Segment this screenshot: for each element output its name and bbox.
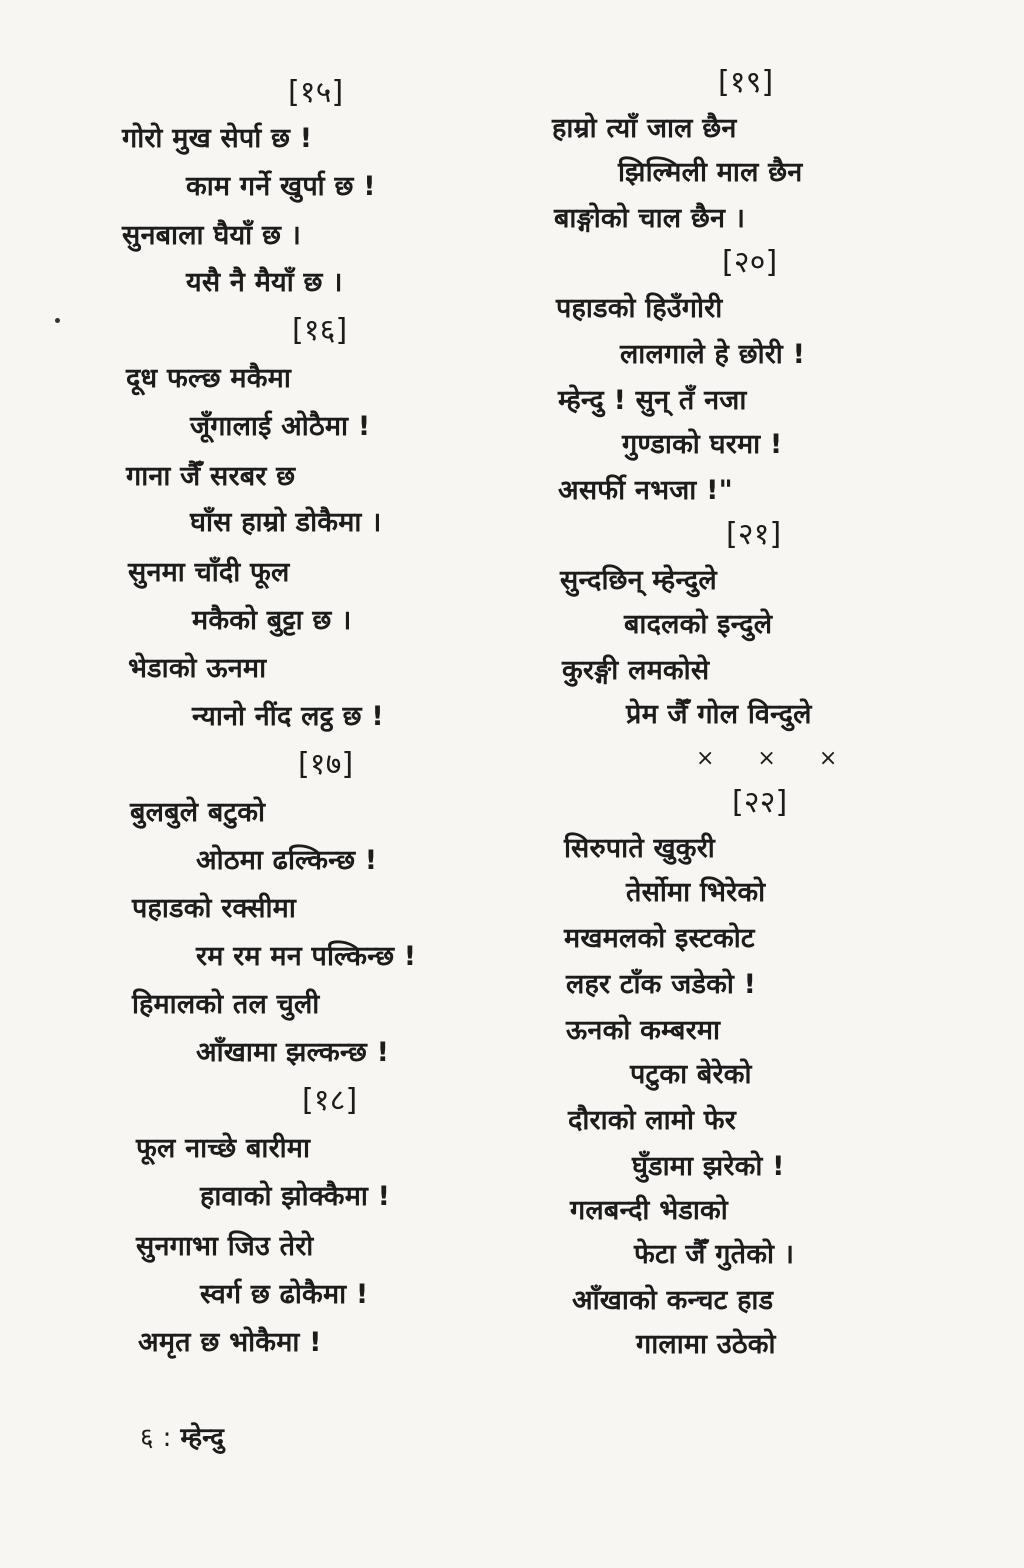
- verse-line: गालामा उठेको: [636, 1329, 776, 1360]
- verse-line: फेटा जैँ गुतेको ।: [634, 1239, 795, 1270]
- verse-line: हिमालको तल चुली: [132, 989, 320, 1020]
- verse-line: यसै नै मैयाँ छ ।: [186, 267, 343, 298]
- stanza-number-17: [१७]: [298, 747, 354, 782]
- verse-line: सुनगाभा जिउ तेरो: [136, 1231, 314, 1262]
- verse-line: हाम्रो त्याँ जाल छैन: [552, 113, 737, 144]
- verse-line: बाङ्गोको चाल छैन ।: [554, 203, 746, 234]
- stanza-number-22: [२२]: [732, 785, 788, 820]
- verse-line: गुण्डाको घरमा !: [622, 429, 783, 460]
- verse-line: स्वर्ग छ ढोकैमा !: [200, 1279, 369, 1310]
- section-break-marks: × × ×: [696, 746, 856, 771]
- verse-line: घाँस हाम्रो डोकैमा ।: [190, 507, 382, 538]
- verse-line: दूध फल्छ मकैमा: [126, 363, 292, 394]
- verse-line: हावाको झोक्कैमा !: [200, 1181, 391, 1212]
- verse-line: मखमलको इस्टकोट: [564, 923, 755, 954]
- stanza-number-21: [२१]: [726, 517, 782, 552]
- verse-line: फूल नाच्छे बारीमा: [136, 1133, 311, 1164]
- verse-line: लालगाले हे छोरी !: [620, 339, 806, 370]
- verse-line: सिरुपाते खुकुरी: [564, 833, 715, 864]
- verse-line: आँखाको कन्चट हाड: [572, 1285, 774, 1316]
- verse-line: बुलबुले बटुको: [130, 797, 266, 828]
- verse-line: पहाडको हिउँगोरी: [556, 293, 723, 324]
- verse-line: रम रम मन पल्किन्छ !: [196, 941, 417, 972]
- verse-line: अमृत छ भोकैमा !: [138, 1327, 322, 1358]
- verse-line: असर्फी नभजा !": [558, 475, 733, 506]
- stanza-number-19: [१९]: [718, 65, 774, 100]
- verse-line: बादलको इन्दुले: [624, 609, 773, 640]
- verse-line: सुनमा चाँदी फूल: [128, 557, 290, 588]
- stanza-number-18: [१८]: [302, 1083, 358, 1118]
- verse-line: पहाडको रक्सीमा: [132, 893, 297, 924]
- right-column: [510, 0, 950, 1440]
- verse-line: म्हेन्दु ! सुन् तँ नजा: [558, 385, 747, 416]
- page-number: ६: [140, 1423, 154, 1453]
- verse-line: काम गर्ने खुर्पा छ !: [186, 171, 376, 202]
- stanza-number-16: [१६]: [292, 313, 348, 348]
- verse-line: गलबन्दी भेडाको: [570, 1195, 728, 1226]
- verse-line: ऊनको कम्बरमा: [566, 1015, 721, 1046]
- verse-line: सुन्दछिन् म्हेन्दुले: [560, 565, 717, 596]
- verse-line: झिल्मिली माल छैन: [618, 157, 803, 188]
- footer-separator: :: [162, 1423, 172, 1453]
- verse-line: लहर टाँक जडेको !: [566, 969, 757, 1000]
- verse-line: न्यानो नींद लट्ठ छ !: [192, 701, 384, 732]
- stanza-number-15: [१५]: [288, 75, 344, 110]
- verse-line: प्रेम जैँ गोल विन्दुले: [626, 699, 812, 730]
- verse-line: ओठमा ढल्किन्छ !: [196, 845, 378, 876]
- verse-line: भेडाको ऊनमा: [128, 653, 267, 684]
- verse-line: पटुका बेरेको: [630, 1059, 752, 1090]
- verse-line: तेर्सोमा भिरेको: [626, 877, 766, 908]
- verse-line: घुँडामा झरेको !: [632, 1151, 785, 1182]
- verse-line: दौराको लामो फेर: [568, 1105, 736, 1136]
- verse-line: गाना जैँ सरबर छ: [126, 461, 296, 492]
- verse-line: जूँगालाई ओठैमा !: [190, 411, 371, 442]
- verse-line: सुनबाला घैयाँ छ ।: [122, 220, 302, 251]
- verse-line: आँखामा झल्कन्छ !: [196, 1037, 390, 1068]
- verse-line: गोरो मुख सेर्पा छ !: [122, 123, 313, 154]
- left-column: [0, 0, 440, 1440]
- stanza-number-20: [२०]: [722, 245, 778, 280]
- verse-line: मकैको बुट्टा छ ।: [192, 605, 352, 636]
- page-footer: [140, 1418, 224, 1454]
- book-title: म्हेन्दु: [180, 1423, 224, 1453]
- verse-line: कुरङ्गी लमकोसे: [562, 655, 710, 686]
